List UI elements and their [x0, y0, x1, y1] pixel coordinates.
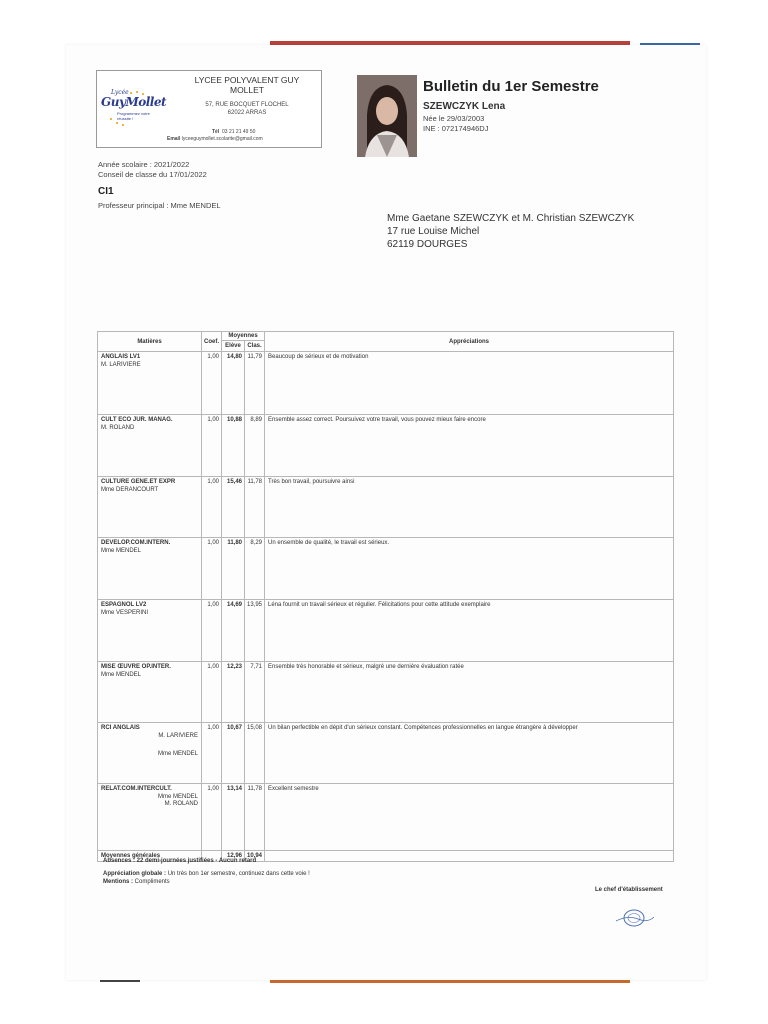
logo-small-text: Lycée: [111, 89, 129, 96]
class-avg-cell: 13,95: [245, 600, 265, 662]
teacher-name: Mme DERANCOURT: [101, 487, 159, 493]
class-avg-cell: 11,78: [245, 477, 265, 538]
subject-name: ESPAGNOL LV2: [101, 602, 147, 608]
comment-cell: Ensemble très honorable et sérieux, malgré une dernière évaluation ratée: [265, 662, 674, 723]
bottom-strip-dark: [100, 980, 140, 982]
teacher-name: M. LARIVIERE: [158, 733, 198, 739]
header-class-avg: Clas.: [245, 341, 265, 352]
coef-cell: 1,00: [202, 784, 222, 851]
comment-cell: Excellent semestre: [265, 784, 674, 851]
comment-cell: Un bilan perfectible en dépit d'un sérieux constant. Compétences professionnelles en langue étrangère à développer: [265, 723, 674, 784]
coef-cell: 1,00: [202, 723, 222, 784]
subject-name: CULTURE GENE.ET EXPR: [101, 479, 176, 485]
class-name: CI1: [98, 186, 114, 197]
teacher-name: Mme MENDEL: [101, 548, 142, 554]
teacher-name: Mme MENDEL: [157, 751, 198, 757]
comment-cell: Léna fournit un travail sérieux et régulier. Félicitations pour cette attitude exemplaire: [265, 600, 674, 662]
student-birthdate: Née le 29/03/2003: [423, 114, 485, 123]
header-comments: Appréciations: [265, 332, 674, 352]
teacher-name: M. LARIVIERE: [101, 362, 141, 368]
head-signature-label: Le chef d'établissement: [595, 887, 663, 893]
comment-cell: Très bon travail, poursuivre ainsi: [265, 477, 674, 538]
grade-row: [98, 415, 674, 477]
subject-name: RELAT.COM.INTERCULT.: [101, 786, 172, 792]
subject-name: MISE ŒUVRE OP.INTER.: [101, 664, 171, 670]
comment-cell: Beaucoup de sérieux et de motivation: [265, 352, 674, 415]
student-avg-cell: 14,80: [222, 352, 245, 415]
recipient-city: 62119 DOURGES: [387, 239, 468, 250]
bulletin-title: Bulletin du 1er Semestre: [423, 78, 599, 95]
student-ine: INE : 072174946DJ: [423, 124, 489, 133]
subject-name: CULT ECO JUR. MANAG.: [101, 417, 173, 423]
coef-cell: 1,00: [202, 352, 222, 415]
subject-cell: [98, 538, 202, 600]
absences: Absences : 22 demi-journées justifiées - Aucun retard: [103, 858, 257, 864]
mentions: Mentions : Compliments: [103, 879, 170, 885]
student-name: SZEWCZYK Lena: [423, 101, 506, 112]
grade-row: [98, 723, 674, 784]
subject-cell: [98, 415, 202, 477]
global-comment: Appréciation globale : Un très bon 1er semestre, continuez dans cette voie !: [103, 871, 310, 877]
teacher-name: Mme MENDEL: [101, 672, 142, 678]
school-year: Année scolaire : 2021/2022: [98, 160, 190, 169]
teacher-name: Mme MENDEL: [157, 794, 198, 800]
header-subjects: Matières: [98, 332, 202, 352]
coef-cell: 1,00: [202, 662, 222, 723]
subject-cell: [98, 477, 202, 538]
comment-cell: Ensemble assez correct. Poursuivez votre travail, vous pouvez mieux faire encore: [265, 415, 674, 477]
student-portrait-icon: [357, 75, 417, 157]
class-avg-cell: 11,79: [245, 352, 265, 415]
student-photo: [357, 75, 417, 157]
student-avg-cell: 10,67: [222, 723, 245, 784]
header-coef: Coef.: [202, 332, 222, 352]
header-averages: Moyennes: [222, 332, 265, 341]
school-logo: [101, 89, 167, 129]
grade-row: [98, 477, 674, 538]
teacher-name: Mme VESPERINI: [101, 610, 149, 616]
coef-cell: 1,00: [202, 538, 222, 600]
totals-class-avg: 10,94: [245, 851, 265, 862]
subject-name: DEVELOP.COM.INTERN.: [101, 540, 171, 546]
student-avg-cell: 11,80: [222, 538, 245, 600]
student-avg-cell: 12,23: [222, 662, 245, 723]
school-contact: Tél 03 21 21 49 50 Email lyceeguymollet.scolarite@gmail.com: [167, 129, 263, 142]
logo-big-text: GuyMollet: [101, 95, 167, 109]
subject-cell: [98, 662, 202, 723]
head-teacher: Professeur principal : Mme MENDEL: [98, 201, 221, 210]
comment-cell: Un ensemble de qualité, le travail est sérieux.: [265, 538, 674, 600]
totals-label: Moyennes générales: [98, 851, 202, 862]
coef-cell: 1,00: [202, 600, 222, 662]
recipient-street: 17 rue Louise Michel: [387, 226, 480, 237]
student-avg-cell: 14,69: [222, 600, 245, 662]
signature-stamp-icon: [614, 905, 654, 931]
grades-table: [97, 331, 674, 862]
subject-name: ANGLAIS LV1: [101, 354, 141, 360]
subject-cell: [98, 784, 202, 851]
school-name: LYCEE POLYVALENT GUY MOLLET: [194, 75, 300, 95]
class-council-date: Conseil de classe du 17/01/2022: [98, 170, 207, 179]
teacher-name: M. ROLAND: [101, 425, 135, 431]
subject-cell: [98, 352, 202, 415]
student-avg-cell: 10,88: [222, 415, 245, 477]
grade-row: [98, 662, 674, 723]
class-avg-cell: 8,29: [245, 538, 265, 600]
subject-name: RCI ANGLAIS: [101, 725, 140, 731]
grade-rows: [98, 352, 674, 862]
grade-row: [98, 538, 674, 600]
totals-student-avg: 12,96: [222, 851, 245, 862]
logo-sub-text: Programmez votre réussite !: [117, 111, 150, 121]
class-avg-cell: 7,71: [245, 662, 265, 723]
totals-comment: [265, 851, 674, 862]
subject-cell: [98, 723, 202, 784]
coef-cell: 1,00: [202, 477, 222, 538]
subject-cell: [98, 600, 202, 662]
teacher-name: M. ROLAND: [164, 801, 198, 807]
class-avg-cell: 11,78: [245, 784, 265, 851]
student-avg-cell: 15,46: [222, 477, 245, 538]
school-address: 57, RUE BOCQUET FLOCHEL 62022 ARRAS: [205, 102, 289, 116]
coef-cell: 1,00: [202, 415, 222, 477]
header-student-avg: Elève: [222, 341, 245, 352]
student-avg-cell: 13,14: [222, 784, 245, 851]
grade-row: [98, 600, 674, 662]
grade-row: [98, 352, 674, 415]
class-avg-cell: 8,89: [245, 415, 265, 477]
class-avg-cell: 15,08: [245, 723, 265, 784]
grade-row: [98, 784, 674, 851]
school-info-box: [96, 70, 322, 148]
recipient-names: Mme Gaetane SZEWCZYK et M. Christian SZEWCZYK: [387, 213, 635, 224]
